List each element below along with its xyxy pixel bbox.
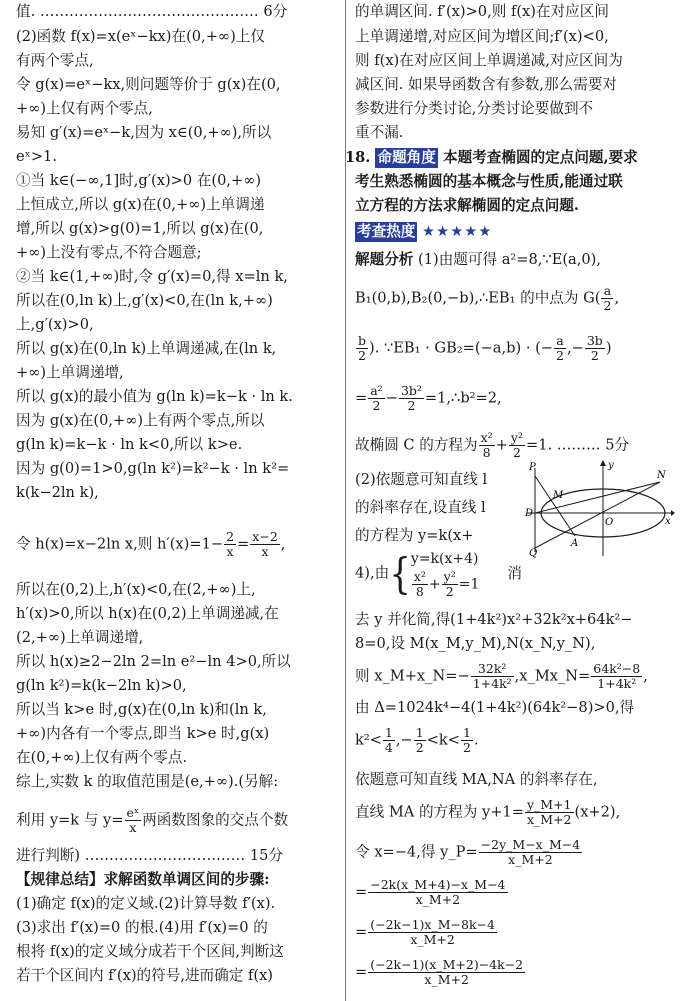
text-line: +∞)内各有一个零点,即当 k>e 时,g(x): [16, 725, 270, 742]
text-line: 考生熟悉椭圆的基本概念与性质,能通过联: [355, 173, 623, 190]
label-x: x: [665, 516, 671, 527]
text-line: 上,g′(x)>0,: [16, 316, 94, 333]
label-o: O: [605, 517, 614, 528]
text-line: 所以 h(x)≥2−2ln 2=ln e²−ln 4>0,所以: [16, 653, 291, 670]
text-line: +∞)上仅有两个零点,: [16, 100, 153, 117]
text-line: 所以在(0,2)上,h′(x)<0,在(2,+∞)上,: [16, 581, 256, 598]
text-line: 减区间. 如果导函数含有参数,那么需要对: [355, 76, 618, 93]
text-line: 立方程的方法求解椭圆的定点问题.: [355, 197, 579, 214]
text-line: 所以 g(x)在(0,ln k)上单调递减,在(ln k,: [16, 340, 277, 357]
question-18-intro: 18. 命题角度 本题考查椭圆的定点问题,要求: [345, 149, 638, 166]
text-line: 依题意可知直线 MA,NA 的斜率存在,: [355, 771, 598, 788]
label-d: D: [525, 508, 534, 519]
simplify-step-1: = $\frac{-2k(x\_M+4)-x\_M-4}{x\_M+2}$: [355, 877, 506, 907]
yp-line: 令 x=−4,得 y_P= $\frac{-2y\_M-x\_M-4}{x\_M+2}$: [355, 837, 581, 867]
text-line: 令 g(x)=eˣ−kx,则问题等价于 g(x)在(0,: [16, 76, 281, 93]
x-axis-arrow: [671, 510, 675, 516]
text-line: 上恒成立,所以 g(x)在(0,+∞)上单调递: [16, 196, 265, 213]
text-line: 由 Δ=1024k⁴−4(1+4k²)(64k²−8)>0,得: [355, 699, 635, 716]
summary-heading: 【规律总结】求解函数单调区间的步骤:: [16, 871, 270, 888]
alt-solution-line: 利用 y=k 与 y= $\frac{\text{eˣ}}{x}$ 两函数图象的交点个数: [16, 805, 289, 835]
text-line: g(ln k)=k−k · ln k<0,所以 k>e.: [16, 436, 243, 453]
text-line: 有两个零点,: [16, 52, 94, 69]
label-a: A: [571, 538, 579, 549]
text-line: ①当 k∈(−∞,1]时,g′(x)>0 在(0,+∞): [16, 172, 262, 189]
text-line: 重不漏.: [355, 124, 404, 141]
text-line: 上单调递增,对应区间为增区间;f′(x)<0,: [355, 28, 609, 45]
vieta-line: 则 x_M+x_N=− $\frac{\text{32k²}}{\text{1+4k²}}$ ,x_Mx_N= $\frac{\text{64k²−8}}{\text{1+4k²}}$ ,: [355, 661, 648, 691]
text-line: 根将 f(x)的定义域分成若干个区间,判断这: [16, 943, 284, 960]
text-line: h′(x)>0,所以 h(x)在(0,2)上单调递减,在: [16, 605, 279, 622]
label-q: Q: [529, 548, 538, 558]
text-line: 所以 g(x)的最小值为 g(ln k)=k−k · ln k.: [16, 388, 293, 405]
text-line: (2)函数 f(x)=x(eˣ−kx)在(0,+∞)上仅: [16, 28, 265, 45]
text-line: 进行判断) …………………………… 15分: [16, 847, 284, 864]
label-p: P: [529, 462, 536, 473]
ellipse-figure: [525, 458, 675, 558]
text-line: g(ln k²)=k(k−2ln k)>0,: [16, 677, 187, 694]
analysis-line-3: $\frac{b}{2}$ ). ∵EB₁ · GB₂=(−a,b) · (− $\frac{a}{2}$ ,− $\frac{3b}{2}$ ): [358, 333, 612, 363]
ellipse-equation-line: 故椭圆 C 的方程为 $\frac{\text{x²}}{8}$ + $\frac{\text{y²}}{2}$ =1. ……… 5分: [355, 430, 630, 460]
question-number: 18.: [345, 149, 371, 166]
text-line: 综上,实数 k 的取值范围是(e,+∞).(另解:: [16, 773, 279, 790]
h-derivative-line: 令 h(x)=x−2ln x,则 h′(x)=1− $\frac{2}{x}$ = $\frac{x-2}{x}$ ,: [16, 529, 286, 559]
heat-tag: 考查热度: [357, 223, 416, 240]
text-line: (3)求出 f′(x)=0 的根.(4)用 f′(x)=0 的: [16, 919, 268, 936]
text-line: +∞)上单调递增,: [16, 364, 124, 381]
topic-tag: 命题角度: [377, 149, 436, 166]
simplify-step-2: = $\frac{(-2k-1)x\_M-8k-4}{x\_M+2}$: [355, 917, 495, 947]
text-line: 增,所以 g(x)>g(0)=1,所以 g(x)在(0,: [16, 220, 264, 237]
analysis-line-2: B₁(0,b),B₂(0,−b),∴EB₁ 的中点为 G( $\frac{a}{2}$ ,: [355, 283, 620, 313]
label-y: y: [608, 460, 614, 471]
star-rating-icon: ★★★★★: [422, 223, 493, 240]
text-line: 的方程为 y=k(x+: [355, 527, 474, 544]
simplify-step-3: = $\frac{(-2k-1)(x\_M+2)-4k-2}{x\_M+2}$: [355, 957, 524, 987]
text-line: (2)依题意可知直线 l: [355, 471, 488, 488]
label-m: M: [553, 490, 564, 501]
text-line: +∞)上没有零点,不符合题意;: [16, 244, 202, 261]
text-line: 易知 g′(x)=eˣ−k,因为 x∈(0,+∞),所以: [16, 124, 272, 141]
text-line: 若干个区间内 f′(x)的符号,进而确定 f(x): [16, 967, 273, 984]
text-line: 因为 g(0)=1>0,g(ln k²)=k²−k · ln k²=: [16, 460, 290, 477]
text-line: 所以在(0,ln k)上,g′(x)<0,在(ln k,+∞): [16, 292, 273, 309]
text-line: ②当 k∈(1,+∞)时,令 g′(x)=0,得 x=ln k,: [16, 268, 288, 285]
text-line: 8=0,设 M(x_M,y_M),N(x_N,y_N),: [355, 635, 596, 652]
heat-row: [355, 222, 492, 242]
line-ma-equation: 直线 MA 的方程为 y+1= $\frac{y\_M+1}{x\_M+2}$ (x+2),: [355, 797, 621, 827]
system-equation-line: 4),由{ y=k(x+4) $\frac{\text{x²}}{8}$ + $\frac{\text{y²}}{2}$ =1 消: [355, 548, 522, 599]
text-line: 值. ……………………………………… 6分: [16, 3, 288, 20]
text-line: eˣ>1.: [16, 148, 57, 165]
text-line: 参数进行分类讨论,分类讨论要做到不: [355, 100, 594, 117]
text-line: (1)确定 f(x)的定义域.(2)计算导数 f′(x).: [16, 895, 276, 912]
text-line: 去 y 并化简,得(1+4k²)x²+32k²x+64k²−: [355, 611, 633, 628]
analysis-line-4: = $\frac{\text{a²}}{2}$ − $\frac{\text{3b²}}{2}$ =1,∴b²=2,: [355, 383, 502, 413]
text-line: 在(0,+∞)上仅有两个零点.: [16, 749, 188, 766]
line-ma: [535, 476, 575, 536]
analysis-line-1: 解题分析 (1)由题可得 a²=8,∵E(a,0),: [355, 251, 602, 268]
text-line: 的单调区间. f′(x)>0,则 f(x)在对应区间: [355, 3, 609, 20]
k-range-line: k²< $\frac{1}{4}$ ,− $\frac{1}{2}$ <k< $\frac{1}{2}$ .: [355, 725, 479, 755]
text-line: (2,+∞)上单调递增,: [16, 629, 144, 646]
analysis-label: 解题分析: [355, 251, 414, 268]
text-line: 的斜率存在,设直线 l: [355, 499, 486, 516]
y-axis-arrow: [600, 460, 606, 466]
text-line: k(k−2ln k),: [16, 484, 99, 501]
text-line: 则 f(x)在对应区间上单调递减,对应区间为: [355, 52, 623, 69]
text-line: 因为 g(x)在(0,+∞)上有两个零点,所以: [16, 412, 265, 429]
text-line: 所以当 k>e 时,g(x)在(0,ln k)和(ln k,: [16, 701, 267, 718]
label-n: N: [657, 470, 666, 481]
